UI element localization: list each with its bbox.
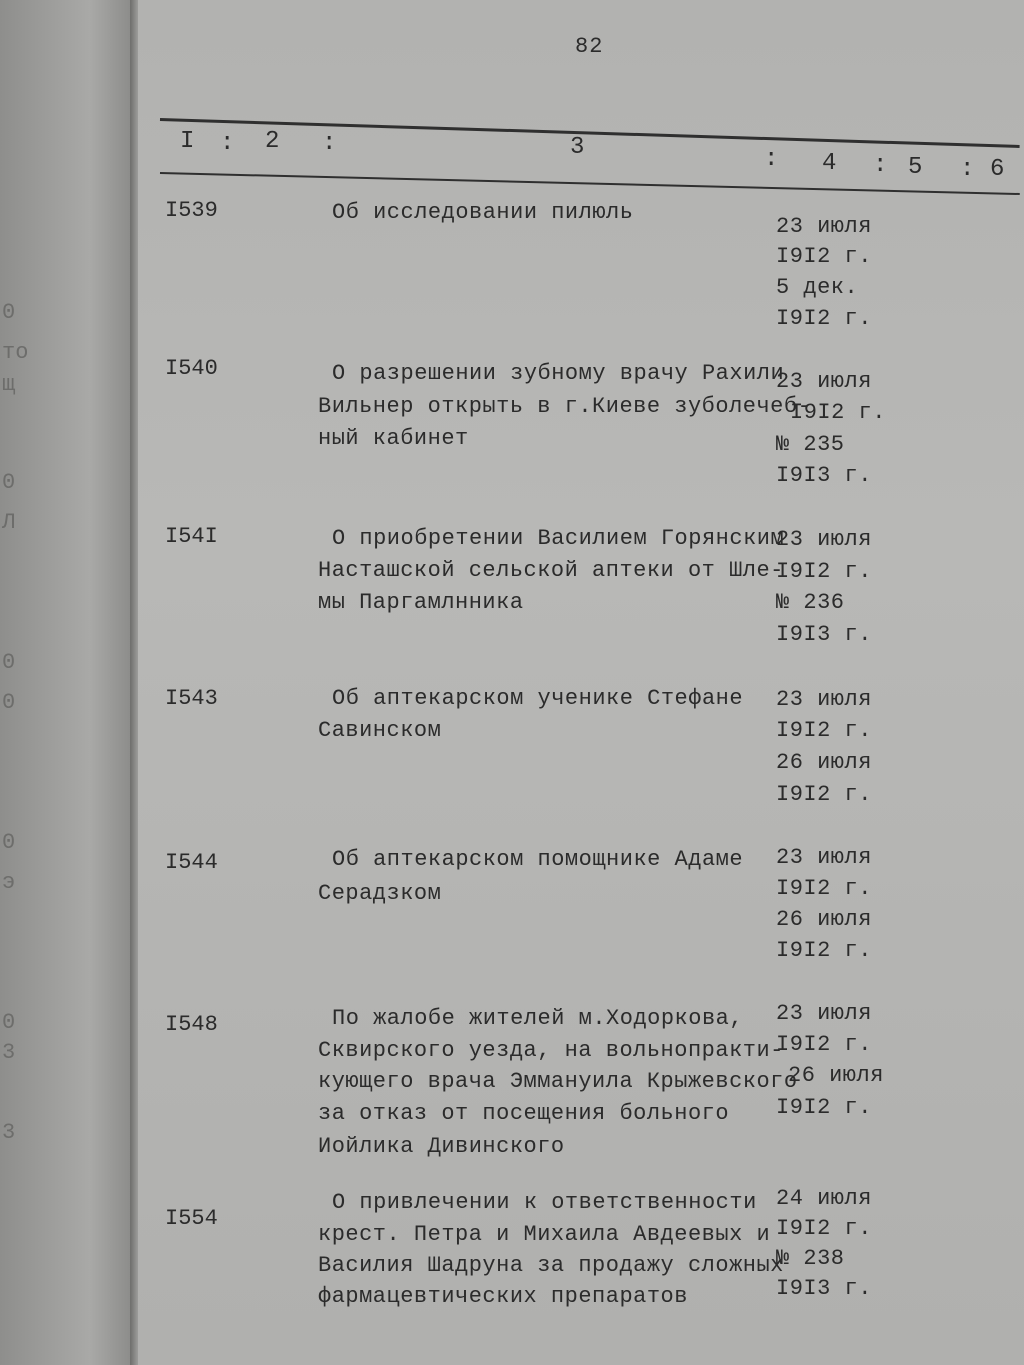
entry-title-line: Серадзком — [318, 881, 442, 906]
entry-date-line: I9I2 г. — [776, 244, 872, 269]
entry-number: I540 — [165, 356, 218, 381]
entry-number: I539 — [165, 198, 218, 223]
entry-date-line: 23 июля — [776, 687, 872, 712]
left-page-edge — [0, 0, 150, 1365]
entry-date-line: I9I3 г. — [776, 1276, 872, 1301]
entry-date-line: I9I2 г. — [776, 876, 872, 901]
column-header-5: 5 — [908, 154, 923, 181]
entry-title-line: О приобретении Василием Горянским — [332, 526, 785, 551]
entry-date-line: 23 июля — [776, 214, 872, 239]
column-header-3: 3 — [570, 134, 585, 161]
column-header-sep: : — [764, 146, 779, 173]
entry-number: I554 — [165, 1206, 218, 1231]
entry-date-line: 23 июля — [776, 527, 872, 552]
entry-title-line: мы Паргамлнника — [318, 590, 524, 615]
column-header-sep: : — [220, 130, 235, 157]
entry-title-line: ный кабинет — [318, 426, 469, 451]
entry-date-line: 26 июля — [776, 907, 872, 932]
entry-date-line: 24 июля — [776, 1186, 872, 1211]
entry-date-line: I9I3 г. — [776, 622, 872, 647]
entry-title-line: Вильнер открыть в г.Киеве зуболечеб- — [318, 394, 812, 419]
entry-title-line: Савинском — [318, 718, 442, 743]
entry-title-line: Об аптекарском ученике Стефане — [332, 686, 744, 711]
entry-date-line: 23 июля — [776, 845, 872, 870]
entry-title-line: кующего врача Эммануила Крыжевского — [318, 1069, 798, 1094]
entry-title-line: Василия Шадруна за продажу сложных — [318, 1253, 784, 1278]
entry-title-line: Об аптекарском помощнике Адаме — [332, 847, 744, 872]
entry-date-line: I9I2 г. — [776, 1032, 872, 1057]
entry-date-line: № 238 — [776, 1246, 845, 1271]
bleed-through-marks: 0 то щ 0 Л 0 0 0 э 0 3 3 — [2, 300, 29, 1145]
page-number: 82 — [575, 34, 604, 59]
entry-title-line: фармацевтических препаратов — [318, 1284, 688, 1309]
entry-date-line: 23 июля — [776, 369, 872, 394]
entry-date-line: № 235 — [776, 432, 845, 457]
entry-title-line: Насташской сельской аптеки от Шле- — [318, 558, 784, 583]
entry-title-line: О разрешении зубному врачу Рахили — [332, 361, 785, 386]
entry-title-line: Сквирского уезда, на вольнопракти- — [318, 1038, 784, 1063]
entry-date-line: I9I2 г. — [776, 938, 872, 963]
entry-date-line: № 236 — [776, 590, 845, 615]
entry-title-line: Об исследовании пилюль — [332, 200, 634, 225]
entry-number: I544 — [165, 850, 218, 875]
entry-date-line: I9I2 г. — [776, 1095, 872, 1120]
entry-number: I548 — [165, 1012, 218, 1037]
entry-date-line: I9I2 г. — [776, 1216, 872, 1241]
entry-date-line: I9I2 г. — [776, 306, 872, 331]
entry-title-line: крест. Петра и Михаила Авдеевых и — [318, 1222, 771, 1247]
column-header-6: 6 — [990, 156, 1005, 183]
entry-date-line: I9I3 г. — [776, 463, 872, 488]
entry-date-line: I9I2 г. — [790, 400, 886, 425]
entry-date-line: 26 июля — [776, 750, 872, 775]
entry-date-line: 5 дек. — [776, 275, 859, 300]
entry-number: I54I — [165, 524, 218, 549]
column-header-1: I — [180, 128, 195, 155]
entry-title-line: По жалобе жителей м.Ходоркова, — [332, 1006, 744, 1031]
column-header-2: 2 — [265, 128, 280, 155]
entry-title-line: Иойлика Дивинского — [318, 1134, 565, 1159]
entry-date-line: I9I2 г. — [776, 559, 872, 584]
column-header-sep: : — [960, 156, 975, 183]
column-header-sep: : — [873, 152, 888, 179]
entry-title-line: О привлечении к ответственности — [332, 1190, 757, 1215]
entry-date-line: 26 июля — [788, 1063, 884, 1088]
entry-title-line: за отказ от посещения больного — [318, 1101, 730, 1126]
column-header-4: 4 — [822, 150, 837, 177]
entry-date-line: I9I2 г. — [776, 718, 872, 743]
column-header-sep: : — [322, 130, 337, 157]
entry-number: I543 — [165, 686, 218, 711]
entry-date-line: I9I2 г. — [776, 782, 872, 807]
entry-date-line: 23 июля — [776, 1001, 872, 1026]
